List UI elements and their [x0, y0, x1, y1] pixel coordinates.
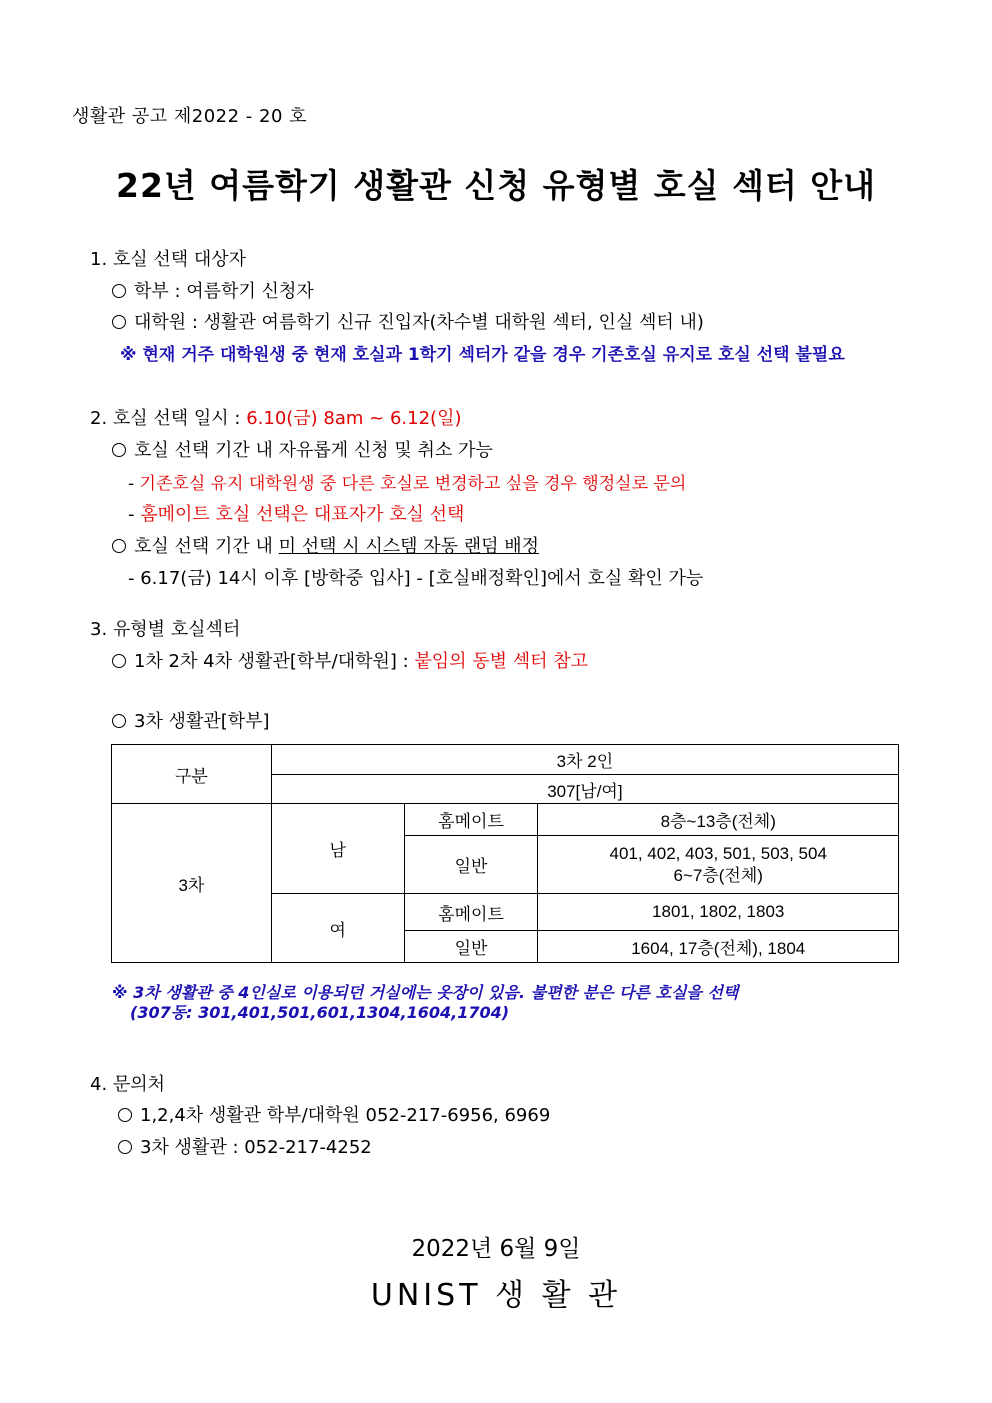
- circle-bullet-icon: [112, 654, 126, 668]
- section-3-item-2: 3차 생활관[학부]: [112, 707, 270, 733]
- section-2-item-1: 호실 선택 기간 내 자유롭게 신청 및 취소 가능: [112, 436, 493, 462]
- gender-female: 여: [271, 894, 404, 963]
- circle-bullet-icon: [112, 443, 126, 457]
- section-1-note: ※ 현재 거주 대학원생 중 현재 호실과 1학기 섹터가 같을 경우 기존호실 유지로 호실 선택 불필요: [120, 345, 845, 365]
- page-title: 22년 여름학기 생활관 신청 유형별 호실 섹터 안내: [115, 166, 877, 205]
- type-general: 일반: [404, 836, 538, 894]
- section-2-item-2-sub-1: - 6.17(금) 14시 이후 [방학중 입사] - [호실배정확인]에서 호실 확인 가능: [128, 568, 704, 589]
- section-3-note: ※ 3차 생활관 중 4인실로 이용되던 거실에는 옷장이 있음. 불편한 분은 다른 호실을 선택 (307동: 301,401,501,601,1304,1604,1704): [112, 983, 739, 1022]
- section-2-heading: 2. 호실 선택 일시 : 6.10(금) 8am ~ 6.12(일): [90, 408, 462, 429]
- row-label-3cha: 3차: [112, 804, 272, 963]
- selection-date-range: 6.10(금) 8am ~ 6.12(일): [246, 408, 462, 429]
- circle-bullet-icon: [112, 315, 126, 329]
- type-general: 일반: [404, 931, 538, 963]
- male-homemate-rooms: 8층~13층(전체): [538, 804, 899, 836]
- section-1-item-1: 학부 : 여름학기 신청자: [112, 277, 314, 303]
- male-general-rooms: 401, 402, 403, 501, 503, 504 6~7층(전체): [538, 836, 899, 894]
- gender-male: 남: [271, 804, 404, 894]
- circle-bullet-icon: [118, 1140, 132, 1154]
- female-homemate-rooms: 1801, 1802, 1803: [538, 894, 899, 931]
- organization-name: UNIST 생 활 관: [370, 1278, 622, 1313]
- circle-bullet-icon: [118, 1108, 132, 1122]
- issue-date: 2022년 6월 9일: [411, 1236, 581, 1262]
- circle-bullet-icon: [112, 539, 126, 553]
- section-3-heading: 3. 유형별 호실섹터: [90, 619, 241, 640]
- section-4-heading: 4. 문의처: [90, 1074, 166, 1095]
- circle-bullet-icon: [112, 714, 126, 728]
- section-2-item-1-sub-1: - 기존호실 유지 대학원생 중 다른 호실로 변경하고 싶을 경우 행정실로 문의: [128, 474, 687, 494]
- circle-bullet-icon: [112, 284, 126, 298]
- type-homemate: 홈메이트: [404, 804, 538, 836]
- room-sector-table: [111, 744, 899, 963]
- section-1-heading: 1. 호실 선택 대상자: [90, 249, 247, 270]
- section-4-item-1: 1,2,4차 생활관 학부/대학원 052-217-6956, 6969: [118, 1101, 550, 1127]
- type-homemate: 홈메이트: [404, 894, 538, 931]
- section-4-item-2: 3차 생활관 : 052-217-4252: [118, 1133, 372, 1159]
- table-row: [112, 745, 899, 775]
- header-category: 구분: [112, 745, 272, 804]
- section-2-item-1-sub-2: - 홈메이트 호실 선택은 대표자가 호실 선택: [128, 504, 465, 525]
- section-3-item-1: 1차 2차 4차 생활관[학부/대학원] : 붙임의 동별 섹터 참고: [112, 647, 588, 673]
- female-general-rooms: 1604, 17층(전체), 1804: [538, 931, 899, 963]
- header-room-type: 3차 2인: [271, 745, 898, 775]
- section-2-item-2: 호실 선택 기간 내 미 선택 시 시스템 자동 랜덤 배정: [112, 532, 539, 558]
- notice-number: 생활관 공고 제2022 - 20 호: [72, 106, 308, 127]
- section-1-item-2: 대학원 : 생활관 여름학기 신규 진입자(차수별 대학원 섹터, 인실 섹터 내): [112, 308, 704, 334]
- header-building: 307[남/여]: [271, 775, 898, 804]
- table-row: [112, 804, 899, 836]
